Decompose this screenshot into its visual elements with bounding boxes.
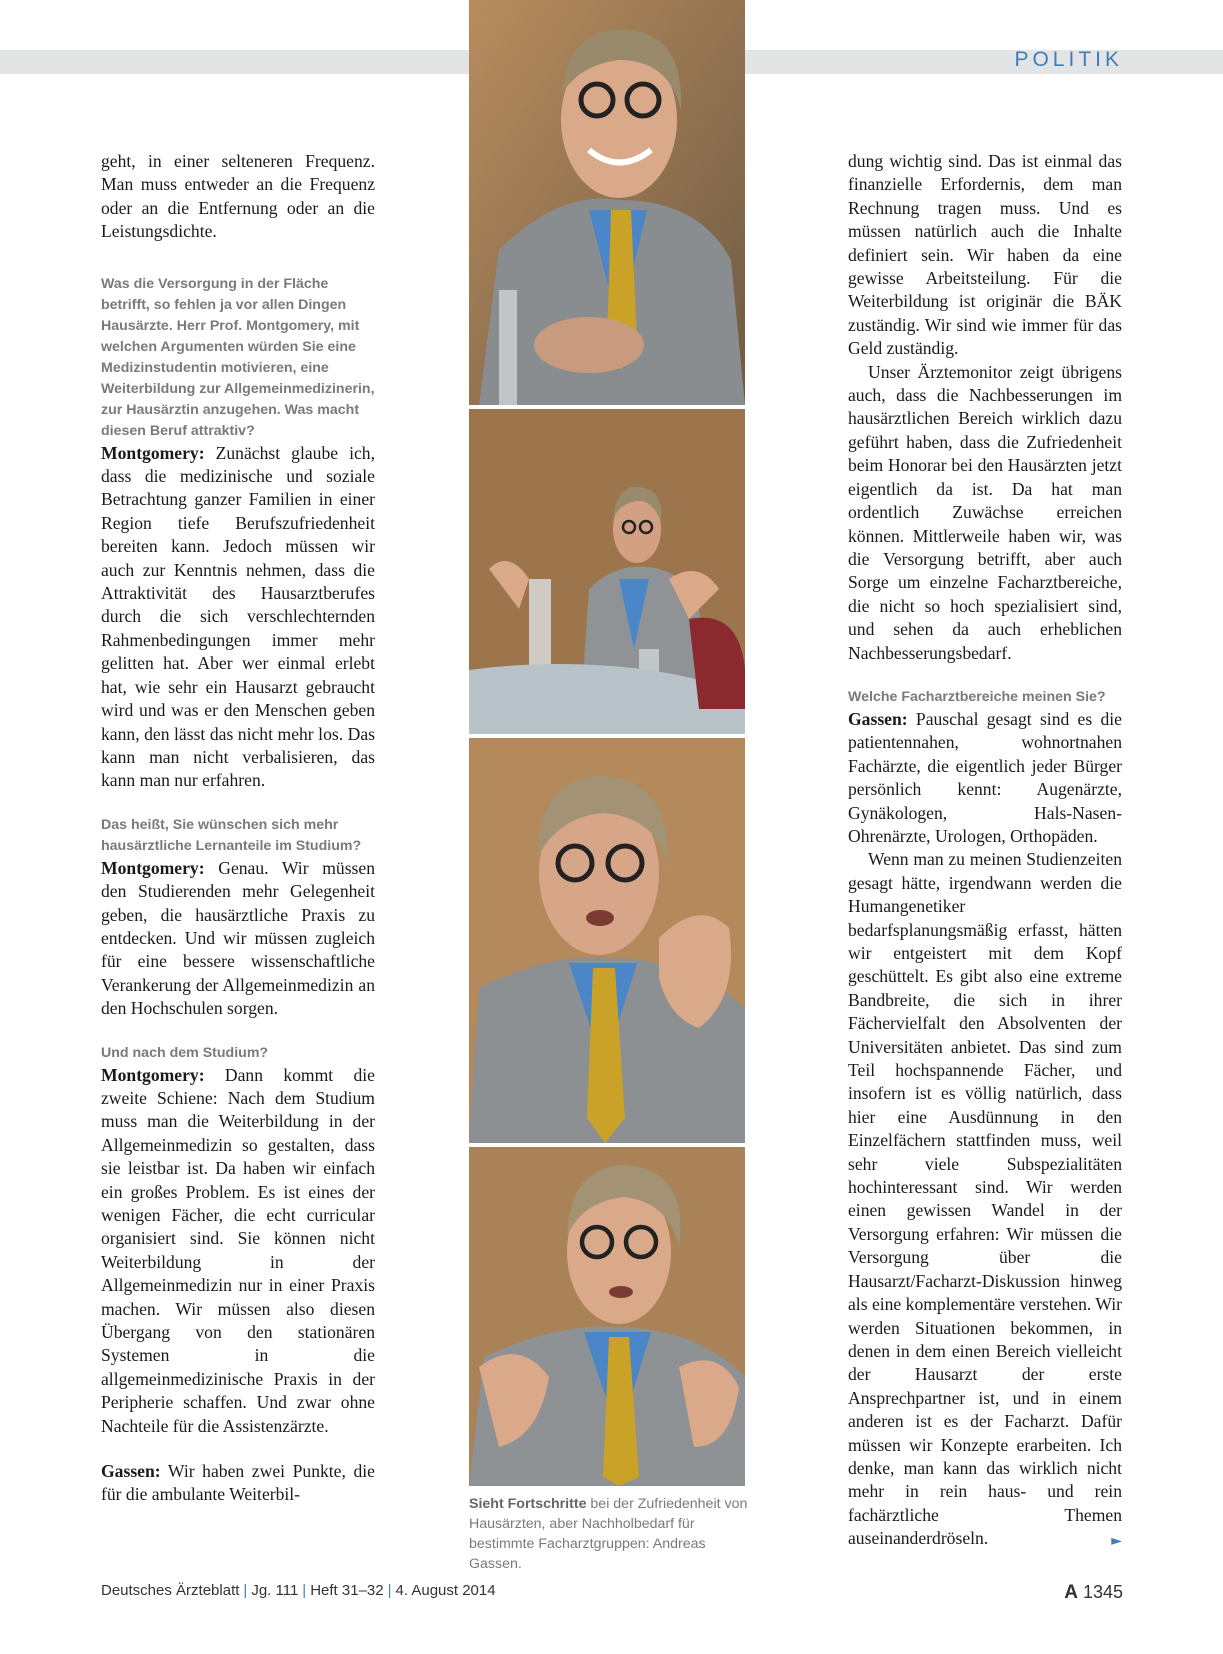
journal-issue: Heft 31–32: [310, 1582, 384, 1599]
interview-question: Was die Versorgung in der Fläche betrifft, so fehlen ja vor allen Dingen Hausärzte. Herr Prof. Montgomery, mit welchen Argumenten würden Sie eine Medizinstudentin motivieren, eine Weiterbildung zur Allgemeinmedizinerin, zur Hausärztin anzugehen. Was macht diesen Beruf attraktiv?: [101, 275, 375, 439]
page-prefix: A: [1064, 1582, 1078, 1603]
journal-volume: Jg. 111: [251, 1582, 299, 1599]
answer-text: Zunächst glaube ich, dass die medizinische und soziale Betrachtung ganzer Familien in einer Region tiefe Berufszufriedenheit bereiten kann. Jedoch müssen wir auch zur Kenntnis nehmen, dass die Attraktivität des Hausarztberufes durch die sich verschlechternden Rahmenbedingungen immer mehr gelitten hat. Aber wer einmal erlebt hat, wie sehr ein Hausarzt gebraucht wird und was er den Menschen geben kann, den lässt das nicht mehr los. Das kann man nicht verbalisieren, das kann man nur erfahren.: [101, 442, 375, 791]
speaker-name: Gassen:: [848, 708, 908, 729]
paragraph: geht, in einer selteneren Frequenz. Man muss entweder an die Frequenz oder an die Entfernung oder an die Leistungsdichte.: [101, 151, 375, 242]
photo-caption: [469, 1494, 759, 1574]
answer-text: Dann kommt die zweite Schiene: Nach dem Studium muss man die Weiterbildung in der Allgemeinmedizin so gestalten, dass sie leistbar ist. Da haben wir einfach ein großes Problem. Es ist eines der wenigen Fächer, die echt curricular organisiert sind. Sie können nicht Weiterbildung in der Allgemeinmedizin nur in einer Praxis machen. Wir müssen also diesen Übergang von den stationären Systemen in die allgemeinmedizinische Praxis in der Peripherie schaffen. Und zwar ohne Nachteile für die Assistenzärzte.: [101, 1064, 375, 1436]
interview-question: Das heißt, Sie wünschen sich mehr hausärztliche Lernanteile im Studium?: [101, 816, 362, 854]
caption-lead: Sieht Fortschritte: [469, 1496, 587, 1512]
page-number-value: 1345: [1082, 1582, 1123, 1602]
page-number: [1064, 1582, 1123, 1604]
speaker-name: Montgomery:: [101, 442, 205, 463]
answer-paragraph: [101, 1460, 375, 1507]
answer-text: Genau. Wir müssen den Studierenden mehr Gelegenheit geben, die hausärztliche Praxis zu entdecken. Und wir müssen zugleich für eine bessere wissenschaftliche Verankerung der Allgemeinmedizin an den Hochschulen sorgen.: [101, 857, 375, 1019]
answer-text: Pauschal gesagt sind es die patientennahen, wohnortnahen Fachärzte, die eigentlich jeder Bürger persönlich kennt: Augenärzte, Gynäkologen, Hals-Nasen-Ohrenärzte, Urologen, Orthopäden.: [848, 708, 1122, 846]
speaker-name: Montgomery:: [101, 857, 205, 878]
header-bar-right: [745, 50, 1223, 74]
journal-date: 4. August 2014: [395, 1582, 496, 1599]
answer-paragraph: [848, 708, 1122, 848]
header-bar-left: [0, 50, 469, 74]
speaker-name: Gassen:: [101, 1461, 161, 1482]
journal-name: Deutsches Ärzteblatt: [101, 1582, 240, 1599]
photo-strip: [469, 0, 745, 1490]
caption-text: bei der Zufriedenheit von Hausärzten, aber Nachholbedarf für bestimmte Facharztgruppen: Andreas Gassen.: [469, 1496, 748, 1572]
interview-question: Und nach dem Studium?: [101, 1044, 269, 1061]
answer-text: Wir haben zwei Punkte, die für die ambulante Weiterbil-: [101, 1461, 375, 1505]
right-column: [848, 150, 1122, 1554]
answer-paragraph: [101, 857, 375, 1021]
paragraph: dung wichtig sind. Das ist einmal das finanzielle Erfordernis, dem man Rechnung tragen muss. Und es müssen natürlich auch die Inhalte definiert sein. Wir haben da eine gewisse Arbeitsteilung. Für die Weiterbildung ist originär die BÄK zuständig. Wir sind wie immer für das Geld zuständig.: [848, 151, 1122, 359]
paragraph: Unser Ärztemonitor zeigt übrigens auch, dass die Nachbesserungen im hausärztlichen Bereich wirklich dazu geführt haben, dass die Zufriedenheit beim Honorar bei den Hausärzten jetzt eigentlich da ist. Da hat man ordentlich Zuwächse erreichen können. Mittlerweile haben wir, was die Versorgung betrifft, aber auch Sorge um einzelne Facharztbereiche, die nicht so hoch spezialisiert sind, und sehen da auch erheblichen Nachbesserungsbedarf.: [848, 361, 1122, 663]
answer-paragraph: [101, 442, 375, 793]
photo-portrait-smiling: [469, 0, 745, 405]
paragraph-text: Wenn man zu meinen Studienzeiten gesagt hätte, irgendwann werden die Humangenetiker bedarfsplanungsmäßig erfasst, hätten wir entgeistert mit dem Kopf geschüttelt. Es gibt also eine extreme Bandbreite, die sich in ihrer Fächervielfalt den Absolventen der Universitäten anbietet. Das sind zum Teil hochspannende Fächer, und insofern ist es völlig natürlich, dass hier eine Ausdünnung in den Einzelfächern stattfinden muss, weil sehr viele Subspezialitäten hochinteressant sind. Wir werden einen gewissen Wandel in der Versorgung erfahren: Wir müssen die Versorgung über die Hausarzt/Facharzt-Diskussion hinweg als eine komplementäre verstehen. Wir werden Situationen bekommen, in denen in dem einen Bereich vielleicht der Hausarzt der erste Ansprechpartner ist, und in einem anderen ist es der Facharzt. Dafür müssen wir Konzepte erarbeiten. Ich denke, man kann das wirklich nicht mehr in rein haus- und rein fachärztliche Themen auseinanderdröseln.: [848, 849, 1123, 1549]
speaker-name: Montgomery:: [101, 1064, 205, 1085]
left-column: [101, 150, 375, 1507]
continue-arrow-icon: ►: [1111, 1533, 1122, 1550]
photo-closeup-gesturing: [469, 738, 745, 1143]
answer-paragraph: [101, 1064, 375, 1439]
interview-question: Welche Facharztbereiche meinen Sie?: [848, 688, 1106, 705]
photo-seated-gesturing-wide: [469, 409, 745, 734]
paragraph: [848, 848, 1122, 1550]
section-label: POLITIK: [1014, 48, 1123, 71]
footer-citation: Deutsches Ärzteblatt | Jg. 111 | Heft 31–32 | 4. August 2014: [101, 1582, 496, 1599]
photo-closeup-speaking: [469, 1147, 745, 1486]
